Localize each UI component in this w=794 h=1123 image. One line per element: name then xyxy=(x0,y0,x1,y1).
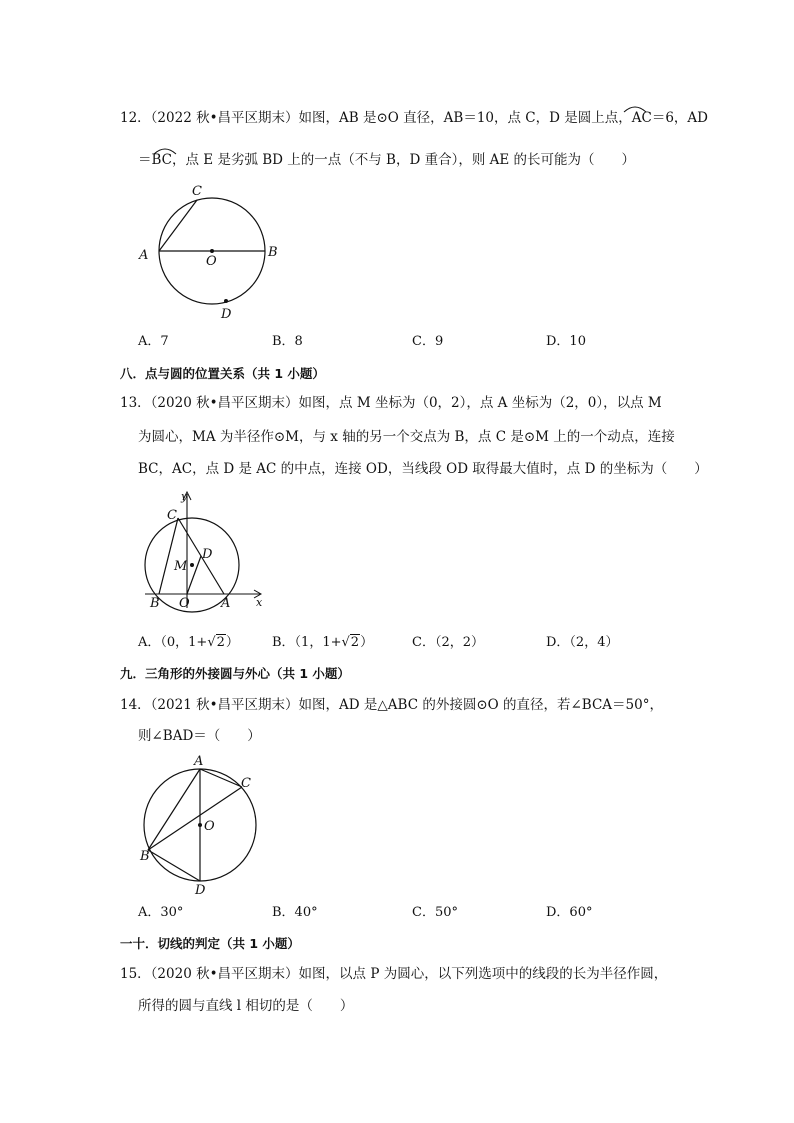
q13-option-a: A．（0，1+√2） xyxy=(138,635,239,650)
q14-point-o xyxy=(198,823,202,827)
q14-segment-bd xyxy=(148,850,200,881)
sqrt-icon: √ xyxy=(341,635,350,650)
q14-line2: 则∠BAD＝（ ） xyxy=(138,728,261,744)
q12-label-b: B xyxy=(268,245,278,260)
q14-segment-bc xyxy=(148,787,242,850)
q13-line3: BC，AC，点 D 是 AC 的中点，连接 OD，当线段 OD 取得最大值时，点 D 的坐标为（ ） xyxy=(138,461,708,477)
arc-symbol-icon xyxy=(620,100,650,114)
q12-label-o: O xyxy=(206,254,217,269)
q13-label-x: x xyxy=(256,596,263,609)
q13-option-c: C．（2，2） xyxy=(412,635,484,650)
q14-option-a: A．30° xyxy=(138,905,184,920)
q12-option-c: C．9 xyxy=(412,334,444,349)
q14-segment-ac xyxy=(200,769,242,787)
q14-option-c: C．50° xyxy=(412,905,458,920)
q14-label-o: O xyxy=(204,819,215,834)
q13-segment-od xyxy=(187,556,201,594)
q12-option-b: B．8 xyxy=(272,334,303,349)
q12-option-a: A．7 xyxy=(138,334,169,349)
q12-figure xyxy=(130,180,290,325)
q12-label-d: D xyxy=(221,307,232,322)
q12-label-c: C xyxy=(192,184,202,199)
q13-label-c: C xyxy=(167,508,177,523)
section-heading-9: 九．三角形的外接圆与外心（共 1 小题） xyxy=(120,666,350,681)
q13-label-m: M xyxy=(174,559,188,574)
sqrt-icon: √ xyxy=(207,635,216,650)
q15-line1: 15．（2020 秋•昌平区期末）如图，以点 P 为圆心，以下列选项中的线段的长为半径作圆， xyxy=(120,966,668,982)
q13-line2: 为圆心，MA 为半径作⊙M，与 x 轴的另一个交点为 B，点 C 是⊙M 上的一个动点，连接 xyxy=(138,429,675,445)
q15-line2: 所得的圆与直线 l 相切的是（ ） xyxy=(138,998,354,1014)
q13-label-y: y xyxy=(181,490,188,503)
section-heading-10: 一十．切线的判定（共 1 小题） xyxy=(120,936,300,951)
q13-point-m xyxy=(190,563,194,567)
q12-line2: ＝BC，点 E 是劣弧 BD 上的一点（不与 B，D 重合），则 AE 的长可能为（ ） xyxy=(138,152,636,168)
q12-point-o xyxy=(210,249,214,253)
q14-figure xyxy=(130,752,270,897)
q12-point-d xyxy=(224,299,228,303)
arc-symbol-icon xyxy=(150,142,180,156)
q13-option-b: B．（1，1+√2） xyxy=(272,635,374,650)
q14-line1: 14．（2021 秋•昌平区期末）如图，AD 是△ABC 的外接圆⊙O 的直径，若∠BCA＝50°， xyxy=(120,697,663,713)
q13-label-o: O xyxy=(179,596,190,611)
q12-chord-ac xyxy=(159,200,197,251)
q13-line1: 13．（2020 秋•昌平区期末）如图，点 M 坐标为（0，2），点 A 坐标为（2，0），以点 M xyxy=(120,395,662,411)
q14-option-d: D．60° xyxy=(546,905,593,920)
q13-figure xyxy=(135,488,275,613)
q14-label-b: B xyxy=(140,849,150,864)
q13-label-d: D xyxy=(202,547,213,562)
q14-label-a: A xyxy=(194,754,204,769)
q13-label-b: B xyxy=(150,596,160,611)
q14-option-b: B．40° xyxy=(272,905,318,920)
q14-label-c: C xyxy=(241,776,251,791)
section-heading-8: 八．点与圆的位置关系（共 1 小题） xyxy=(120,366,325,381)
q12-label-a: A xyxy=(139,248,149,263)
q13-option-d: D．（2，4） xyxy=(546,635,619,650)
q14-segment-ab xyxy=(148,769,200,850)
q12-option-d: D．10 xyxy=(546,334,586,349)
q12-line1: 12．（2022 秋•昌平区期末）如图，AB 是⊙O 直径，AB＝10，点 C，D 是圆上点，AC＝6，AD xyxy=(120,110,708,126)
q13-label-a: A xyxy=(221,596,231,611)
q14-label-d: D xyxy=(195,883,206,897)
